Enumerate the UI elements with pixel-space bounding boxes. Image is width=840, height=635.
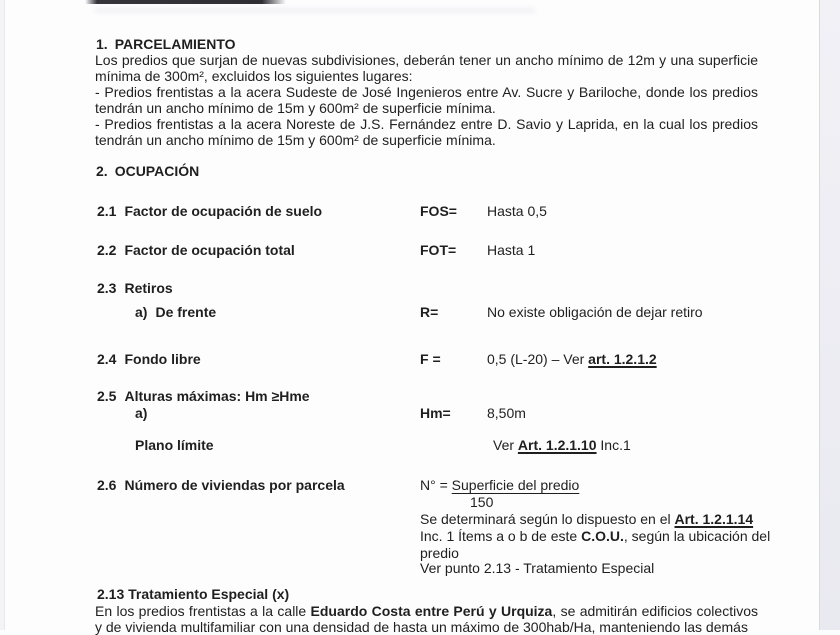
section-title: OCUPACIÓN xyxy=(114,163,200,179)
section-number: 2. xyxy=(96,163,108,179)
spec-key: R= xyxy=(420,304,439,320)
spec-key: F = xyxy=(420,351,441,367)
spec-row-plano-limite xyxy=(0,437,840,454)
cou-abbreviation: C.O.U. xyxy=(581,528,624,544)
spec-label: Plano límite xyxy=(135,437,214,453)
spec-value: 8,50m xyxy=(487,405,526,421)
spec-row-2-4 xyxy=(0,351,840,368)
spec-key: FOT= xyxy=(420,242,457,258)
item-number: 2.2 xyxy=(97,242,117,258)
spec-label: 2.5 Alturas máximas: Hm ≥Hme xyxy=(97,388,310,404)
item-number: 2.3 xyxy=(97,280,117,296)
spec-label: 2.3 Retiros xyxy=(97,280,173,296)
spec-row-2-6 xyxy=(0,477,840,494)
section-2-heading xyxy=(96,163,199,179)
note-line-2: Inc. 1 Ítems a o b de este C.O.U., según la ubicación del xyxy=(420,528,771,544)
page-edge-left xyxy=(0,0,5,630)
spec-value: Hasta 0,5 xyxy=(487,203,547,219)
spec-label: 2.2 Factor de ocupación total xyxy=(97,242,295,258)
spec-row-2-5-a xyxy=(0,405,840,422)
note-line-3: predio xyxy=(420,545,459,561)
spec-value: Hasta 1 xyxy=(487,242,536,258)
section-1-intro-paragraph: Los predios que surjan de nuevas subdivisiones, deberán tener un ancho mínimo de 12m y una superficie mínima de 300m², excluidos los siguientes lugares: xyxy=(95,52,758,84)
item-number: 2.6 xyxy=(97,477,117,493)
section-1-bullet-2: - Predios frentistas a la acera Noreste de J.S. Fernández entre D. Savio y Laprida, en la cual los predios tendrán un ancho mínimo de 15m y 600m² de superficie mínima. xyxy=(95,116,758,148)
spec-label xyxy=(135,405,147,421)
spec-key: FOS= xyxy=(420,203,457,219)
page-edge-right xyxy=(819,0,840,630)
section-title: 2.13 Tratamiento Especial (x) xyxy=(97,586,290,602)
formula-denominator-row xyxy=(0,494,840,511)
spec-label: 2.4 Fondo libre xyxy=(97,351,201,367)
fraction-denominator: 150 xyxy=(470,494,494,510)
item-number: 2.5 xyxy=(97,388,117,404)
article-reference: Art. 1.2.1.10 xyxy=(517,437,597,453)
spec-key: Hm= xyxy=(420,405,451,421)
spec-row-2-2 xyxy=(0,242,840,259)
article-reference: art. 1.2.1.2 xyxy=(588,351,657,367)
article-reference: Art. 1.2.1.14 xyxy=(674,511,754,527)
item-number: 2.1 xyxy=(97,203,117,219)
spec-row-2-3-a xyxy=(0,304,840,321)
spec-value: No existe obligación de dejar retiro xyxy=(487,304,703,320)
fraction-numerator: Superficie del predio xyxy=(451,477,580,493)
spec-row-2-3 xyxy=(0,280,840,297)
item-number: 2.4 xyxy=(97,351,117,367)
spec-label: 2.1 Factor de ocupación de suelo xyxy=(97,203,323,219)
section-1-heading xyxy=(96,36,236,52)
section-2-13-paragraph: En los predios frentistas a la calle Eduardo Costa entre Perú y Urquiza, se admitirán edificios colectivos y de vivienda multifamiliar con una densidad de hasta un máximo de 300hab/Ha, manteniendo las demás xyxy=(95,603,758,635)
spec-label: a) De frente xyxy=(135,304,217,320)
spec-row-2-1 xyxy=(0,203,840,220)
spec-value: 0,5 (L-20) – Ver art. 1.2.1.2 xyxy=(487,351,657,367)
street-reference: Eduardo Costa entre Perú y Urquiza xyxy=(310,603,553,619)
section-title: PARCELAMIENTO xyxy=(114,36,236,52)
spec-row-2-5 xyxy=(0,388,840,405)
item-marker: a) xyxy=(135,405,148,421)
spec-label: 2.6 Número de viviendas por parcela xyxy=(97,477,345,493)
spec-value: Ver Art. 1.2.1.10 Inc.1 xyxy=(493,437,631,453)
section-1-bullet-1: - Predios frentistas a la acera Sudeste de José Ingenieros entre Av. Sucre y Bariloche, donde los predios tendrán un ancho mínimo de 15m y 600m² de superficie mínima. xyxy=(95,84,758,116)
note-line-4: Ver punto 2.13 - Tratamiento Especial xyxy=(420,560,655,576)
note-line-1: Se determinará según lo dispuesto en el Art. 1.2.1.14 xyxy=(420,511,754,527)
section-2-13-heading xyxy=(97,586,289,602)
item-marker: a) xyxy=(135,304,148,320)
formula: N° = Superficie del predio xyxy=(420,477,580,493)
section-number: 1. xyxy=(96,36,108,52)
